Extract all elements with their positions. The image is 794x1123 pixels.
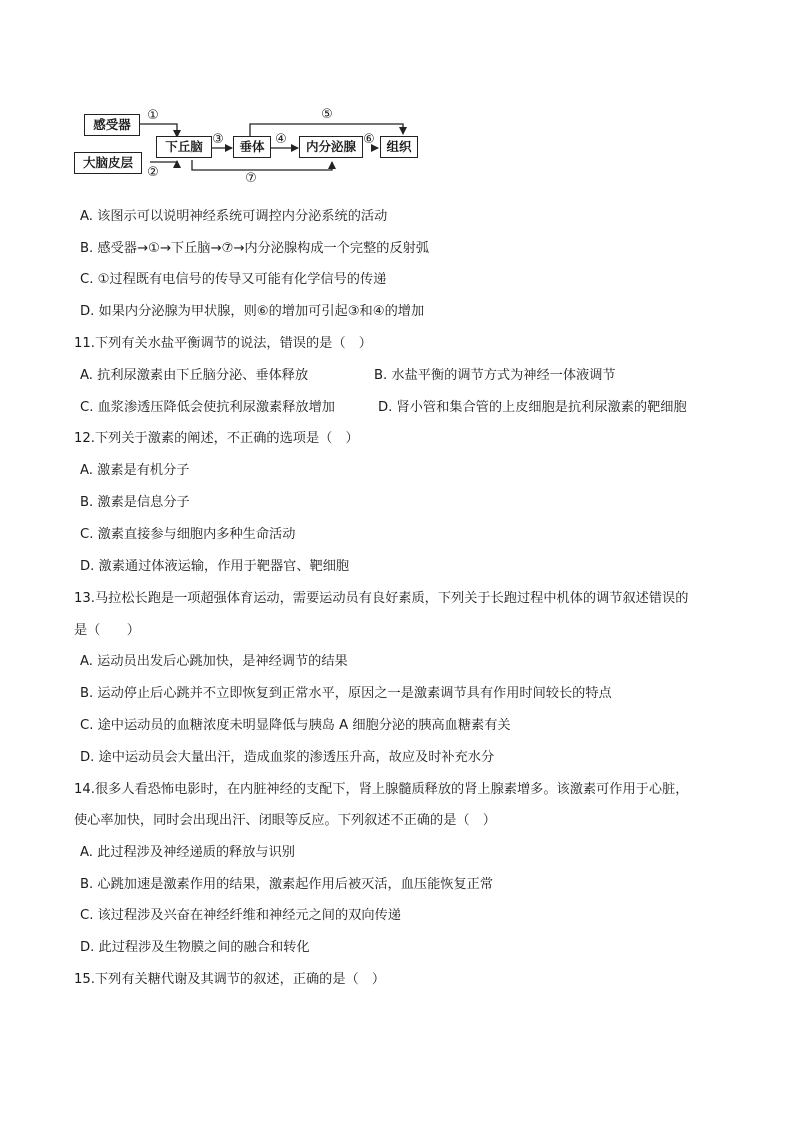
q12-option-d: D. 激素通过体液运输，作用于靶器官、靶细胞	[80, 559, 350, 574]
q13-option-d: D. 途中运动员会大量出汗，造成血浆的渗透压升高，故应及时补充水分	[80, 750, 495, 765]
q13-stem-line1: 13.马拉松长跑是一项超强体育运动，需要运动员有良好素质，下列关于长跑过程中机体的调节叙述错误的	[74, 591, 689, 606]
label-3: ③	[212, 132, 224, 147]
q12-option-b: B. 激素是信息分子	[80, 495, 190, 510]
q13-option-c: C. 途中运动员的血糖浓度未明显降低与胰岛 A 细胞分泌的胰高血糖素有关	[80, 718, 511, 733]
q14-option-b: B. 心跳加速是激素作用的结果，激素起作用后被灭活，血压能恢复正常	[80, 877, 494, 892]
q11-option-a: A. 抗利尿激素由下丘脑分泌、垂体释放	[80, 368, 309, 383]
q11-stem: 11.下列有关水盐平衡调节的说法，错误的是（ ）	[74, 336, 372, 351]
q10-option-b: B. 感受器→①→下丘脑→⑦→内分泌腺构成一个完整的反射弧	[80, 241, 430, 256]
q12-option-a: A. 激素是有机分子	[80, 463, 190, 478]
q14-stem-line1: 14.很多人看恐怖电影时，在内脏神经的支配下，肾上腺髓质释放的肾上腺素增多。该激素可作用于心脏，	[74, 782, 689, 797]
label-1: ①	[147, 108, 159, 123]
label-4: ④	[275, 132, 287, 147]
q14-option-c: C. 该过程涉及兴奋在神经纤维和神经元之间的双向传递	[80, 908, 401, 923]
label-5: ⑤	[321, 107, 333, 122]
q11-option-b: B. 水盐平衡的调节方式为神经一体液调节	[374, 368, 616, 383]
label-6: ⑥	[363, 132, 375, 147]
q15-stem: 15.下列有关糖代谢及其调节的叙述，正确的是（ ）	[74, 972, 386, 987]
pituitary-box: 垂体	[233, 136, 271, 158]
hormone-regulation-diagram	[70, 100, 430, 200]
cerebral-cortex-box: 大脑皮层	[74, 152, 142, 174]
q13-option-a: A. 运动员出发后心跳加快，是神经调节的结果	[80, 654, 348, 669]
q11-option-c: C. 血浆渗透压降低会使抗利尿激素释放增加	[80, 400, 335, 415]
q10-option-c: C. ①过程既有电信号的传导又可能有化学信号的传递	[80, 272, 387, 287]
q14-option-d: D. 此过程涉及生物膜之间的融合和转化	[80, 940, 310, 955]
q11-option-d: D. 肾小管和集合管的上皮细胞是抗利尿激素的靶细胞	[378, 400, 687, 415]
tissue-box: 组织	[380, 136, 418, 158]
arrow-7	[192, 160, 332, 170]
receptor-box: 感受器	[84, 114, 140, 136]
label-2: ②	[147, 165, 159, 180]
q13-option-b: B. 运动停止后心跳并不立即恢复到正常水平，原因之一是激素调节具有作用时间较长的特点	[80, 686, 612, 701]
arrow-5	[250, 124, 403, 136]
label-7: ⑦	[245, 171, 257, 186]
q14-stem-line2: 使心率加快，同时会出现出汗、闭眼等反应。下列叙述不正确的是（ ）	[74, 813, 496, 828]
q12-stem: 12.下列关于激素的阐述，不正确的选项是（ ）	[74, 431, 359, 446]
q13-stem-line2: 是（ ）	[74, 623, 140, 638]
q14-option-a: A. 此过程涉及神经递质的释放与识别	[80, 845, 295, 860]
q10-option-a: A. 该图示可以说明神经系统可调控内分泌系统的活动	[80, 209, 388, 224]
endocrine-gland-box: 内分泌腺	[299, 136, 363, 158]
q10-option-d: D. 如果内分泌腺为甲状腺，则⑥的增加可引起③和④的增加	[80, 304, 425, 319]
arrow-2a	[150, 162, 177, 163]
hypothalamus-box: 下丘脑	[156, 136, 212, 158]
q12-option-c: C. 激素直接参与细胞内多种生命活动	[80, 527, 296, 542]
